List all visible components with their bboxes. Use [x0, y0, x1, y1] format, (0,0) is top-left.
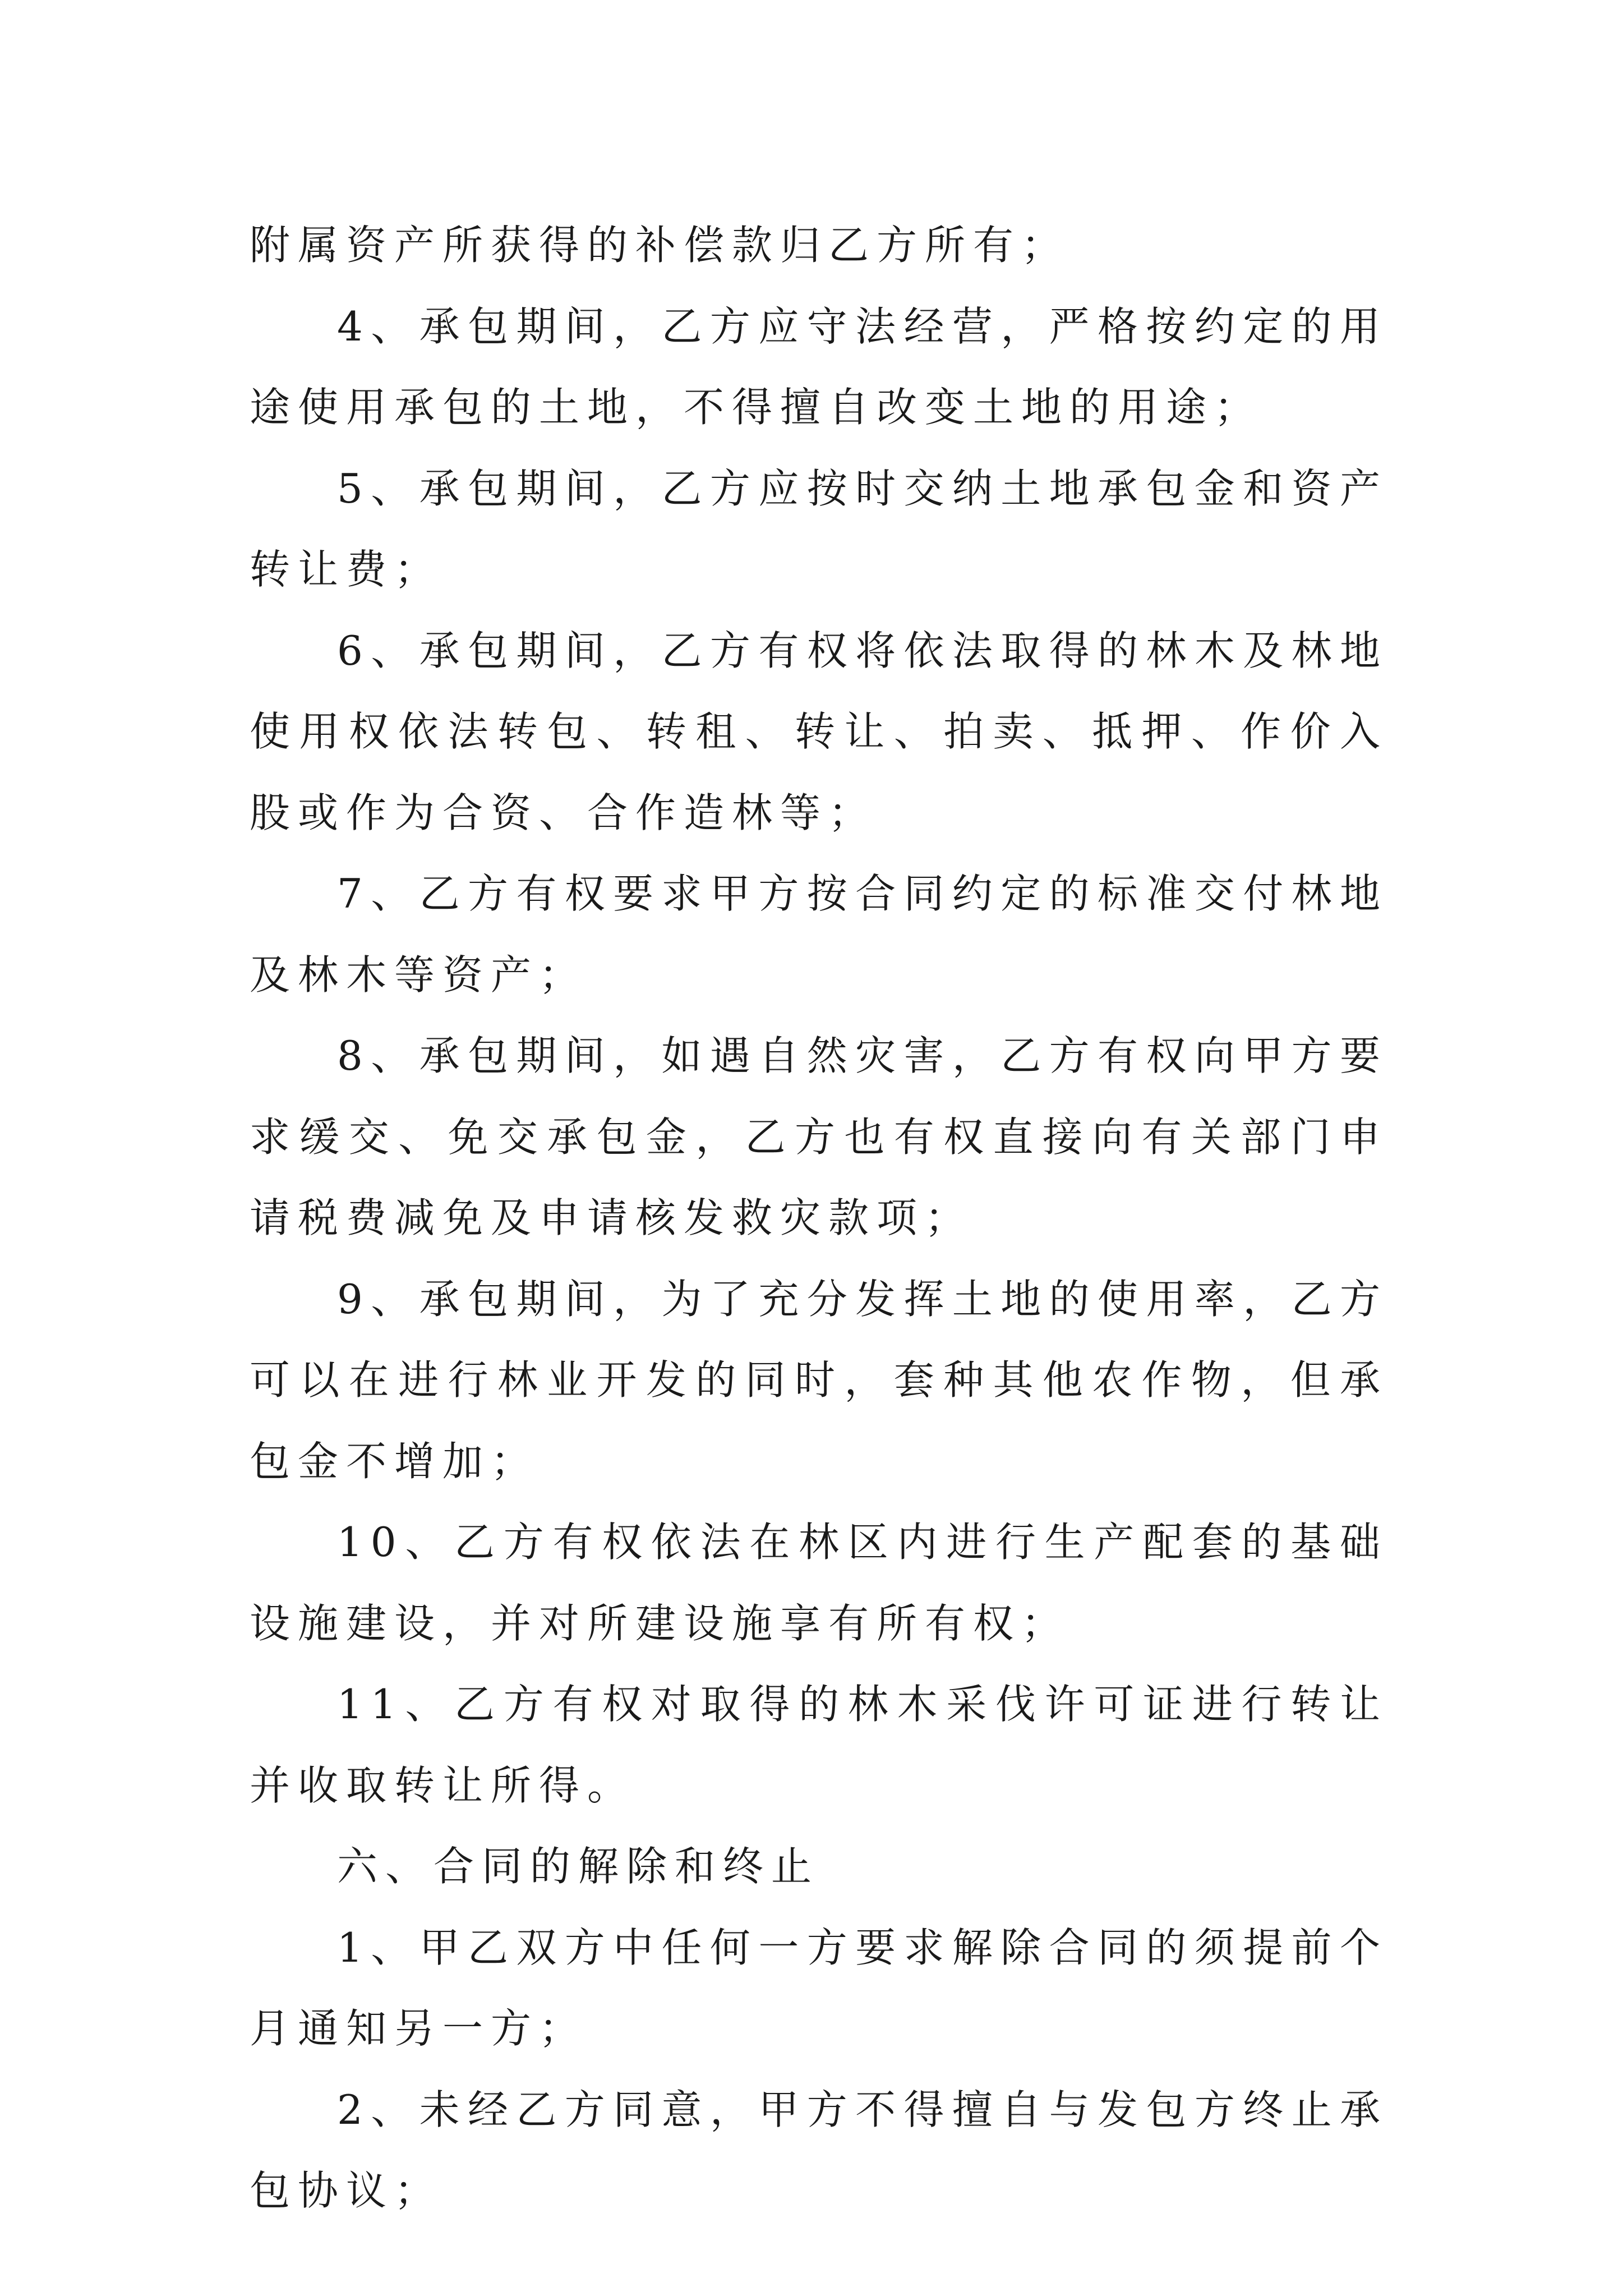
paragraph-clause-4: 4、承包期间，乙方应守法经营，严格按约定的用途使用承包的土地，不得擅自改变土地的用途；	[250, 302, 1388, 431]
paragraph-clause-10: 10、乙方有权依法在林区内进行生产配套的基础设施建设，并对所建设施享有所有权；	[250, 1519, 1388, 1647]
paragraph-continuation: 附属资产所获得的补偿款归乙方所有；	[250, 222, 1070, 269]
paragraph-clause-6: 6、承包期间，乙方有权将依法取得的林木及林地使用权依法转包、转租、转让、拍卖、抵押、作价入股或作为合资、合作造林等；	[250, 627, 1388, 836]
document-body	[250, 205, 1388, 2231]
paragraph-termination-2: 2、未经乙方同意，甲方不得擅自与发包方终止承包协议；	[250, 2086, 1388, 2214]
paragraph-clause-7: 7、乙方有权要求甲方按合同约定的标准交付林地及林木等资产；	[250, 870, 1388, 999]
section-heading: 六、合同的解除和终止	[337, 1843, 820, 1890]
paragraph-clause-8: 8、承包期间，如遇自然灾害，乙方有权向甲方要求缓交、免交承包金，乙方也有权直接向有关部门申请税费减免及申请核发救灾款项；	[250, 1032, 1388, 1241]
paragraph-clause-9: 9、承包期间，为了充分发挥土地的使用率，乙方可以在进行林业开发的同时，套种其他农作物，但承包金不增加；	[250, 1275, 1388, 1485]
paragraph-termination-1: 1、甲乙双方中任何一方要求解除合同的须提前个月通知另一方；	[250, 1924, 1388, 2052]
paragraph-clause-11: 11、乙方有权对取得的林木采伐许可证进行转让并收取转让所得。	[250, 1681, 1388, 1809]
paragraph-clause-5: 5、承包期间，乙方应按时交纳土地承包金和资产转让费；	[250, 464, 1388, 593]
